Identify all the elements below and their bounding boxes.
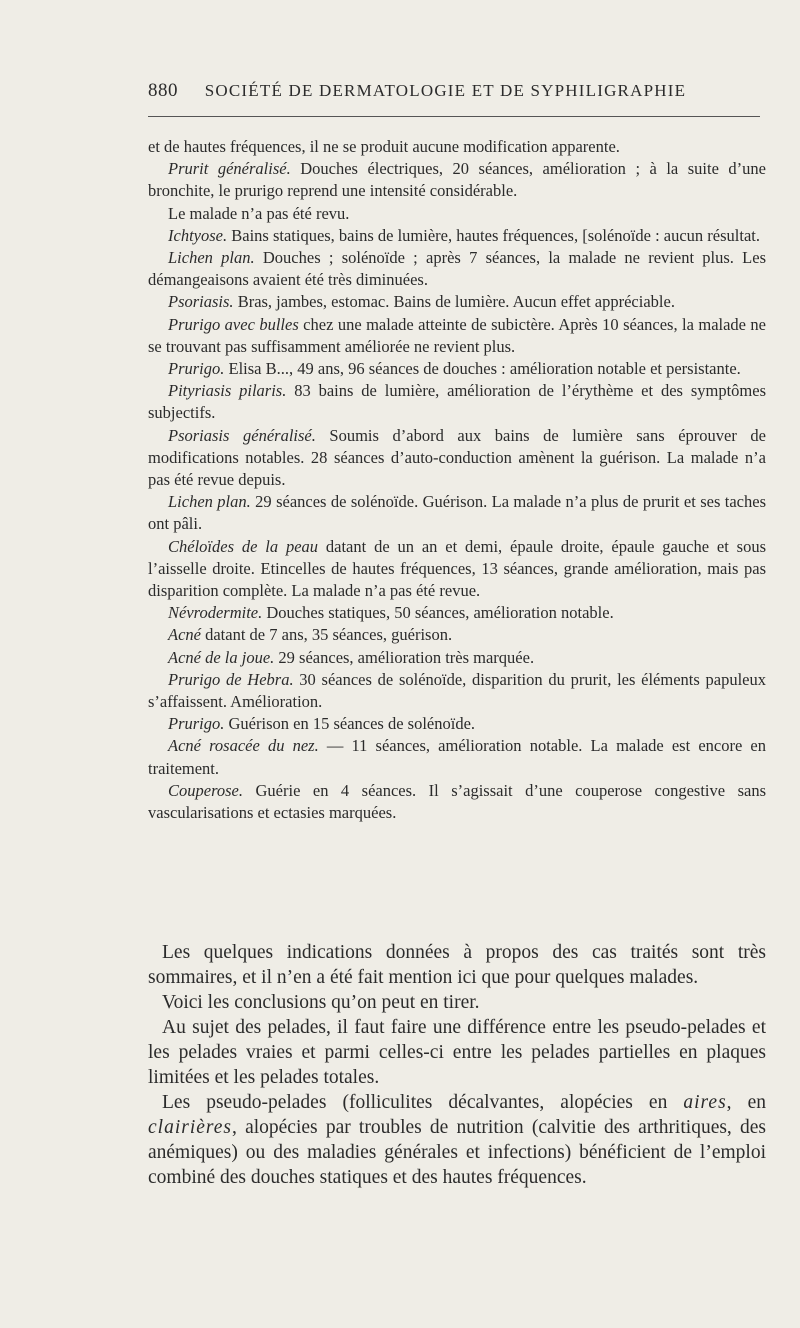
case-entry: Prurigo de Hebra. 30 séances de solénoïde, disparition du prurit, les éléments papuleux s’affaissent. Amélioration. [148, 669, 766, 712]
case-term: Prurit généralisé. [168, 159, 291, 179]
case-entry: Le malade n’a pas été revu. [168, 203, 350, 223]
case-term: Ichtyose. [168, 225, 228, 245]
case-entry: Prurigo. Elisa B..., 49 ans, 96 séances de douches : amélioration notable et persistante. [168, 359, 741, 379]
conclusion-section [148, 940, 766, 1190]
case-term: Acné [168, 625, 201, 645]
journal-title: SOCIÉTÉ DE DERMATOLOGIE ET DE SYPHILIGRAPHIE [204, 81, 687, 100]
case-entry: Ichtyose. Bains statiques, bains de lumière, hautes fréquences, [solénoïde : aucun résultat. [168, 225, 760, 245]
case-entry: Acné datant de 7 ans, 35 séances, guérison. [168, 625, 453, 645]
case-term: Couperose. [168, 780, 244, 800]
paragraph: Les pseudo-pelades (folliculites décalvantes, alopécies en aires, en clairières, alopécies par troubles de nutrition (calvitie des arthritiques, des anémiques) ou des maladies générales et infections) bénéficient de l’emploi combiné des douches statiques et des hautes fréquences. [148, 1092, 767, 1188]
case-term: Lichen plan. [168, 248, 255, 268]
case-term: Prurigo. [168, 359, 225, 379]
header-rule [148, 116, 760, 117]
case-entry: Acné de la joue. 29 séances, amélioration très marquée. [168, 647, 535, 667]
case-term: Acné rosacée du nez. [168, 736, 319, 756]
page-number: 880 [148, 80, 178, 101]
case-term: Prurigo. [168, 714, 225, 734]
case-entry: Prurigo avec bulles chez une malade atteinte de subictère. Après 10 séances, la malade ne se trouvant pas suffisamment améliorée ne revient plus. [148, 314, 766, 356]
emphasis-term: aires [683, 1092, 727, 1113]
case-entry: Psoriasis généralisé. Soumis d’abord aux bains de lumière sans éprouver de modifications notables. 28 séances d’auto-conduction amènent la guérison. La malade n’a pas été revue depuis. [148, 425, 766, 490]
case-entry: Prurigo. Guérison en 15 séances de solénoïde. [168, 714, 476, 734]
case-term: Prurigo de Hebra. [168, 669, 294, 689]
case-entry: Psoriasis. Bras, jambes, estomac. Bains de lumière. Aucun effet appréciable. [168, 292, 675, 312]
case-term: Psoriasis généralisé. [168, 425, 316, 445]
running-head [148, 80, 760, 102]
case-entry: Couperose. Guérie en 4 séances. Il s’agissait d’une couperose congestive sans vascularisations et ectasies marquées. [148, 780, 766, 823]
case-term: Chéloïdes de la peau [168, 536, 319, 556]
case-term: Pityriasis pilaris. [168, 381, 287, 401]
case-term: Lichen plan. [168, 492, 251, 512]
case-entry: Lichen plan. Douches ; solénoïde ; après 7 séances, la malade ne revient plus. Les démangeaisons avaient été très diminuées. [148, 248, 766, 290]
case-entry: et de hautes fréquences, il ne se produit aucune modification apparente. [148, 137, 620, 156]
emphasis-term: clairières [148, 1117, 233, 1138]
case-term: Acné de la joue. [168, 647, 275, 667]
case-entry: Chéloïdes de la peau datant de un an et demi, épaule droite, épaule gauche et sous l’aisselle droite. Etincelles de hautes fréquences, 13 séances, grande amélioration, mais pas disparition complète. La malade n’a pas été revue. [148, 536, 766, 601]
case-term: Psoriasis. [168, 292, 234, 312]
case-entry: Acné rosacée du nez. — 11 séances, amélioration notable. La malade est encore en traitement. [148, 736, 766, 778]
case-term: Prurigo avec bulles [168, 314, 299, 334]
paragraph: Au sujet des pelades, il faut faire une différence entre les pseudo-pelades et les pelades vraies et parmi celles-ci entre les pelades partielles en plaques limitées et les pelades totales. [148, 1017, 766, 1088]
paragraph: Voici les conclusions qu’on peut en tirer. [162, 992, 480, 1013]
case-entry: Pityriasis pilaris. 83 bains de lumière, amélioration de l’érythème et des symptômes subjectifs. [148, 381, 766, 423]
case-entry: Prurit généralisé. Douches électriques, 20 séances, amélioration ; à la suite d’une bronchite, le prurigo reprend une intensité considérable. [148, 159, 766, 201]
paragraph: Les quelques indications données à propos des cas traités sont très sommaires, et il n’en a été fait mention ici que pour quelques malades. [148, 942, 766, 988]
case-term: Névrodermite. [168, 603, 263, 623]
case-entry: Lichen plan. 29 séances de solénoïde. Guérison. La malade n’a plus de prurit et ses taches ont pâli. [148, 492, 766, 534]
case-list [148, 136, 766, 824]
case-entry: Névrodermite. Douches statiques, 50 séances, amélioration notable. [168, 603, 614, 623]
